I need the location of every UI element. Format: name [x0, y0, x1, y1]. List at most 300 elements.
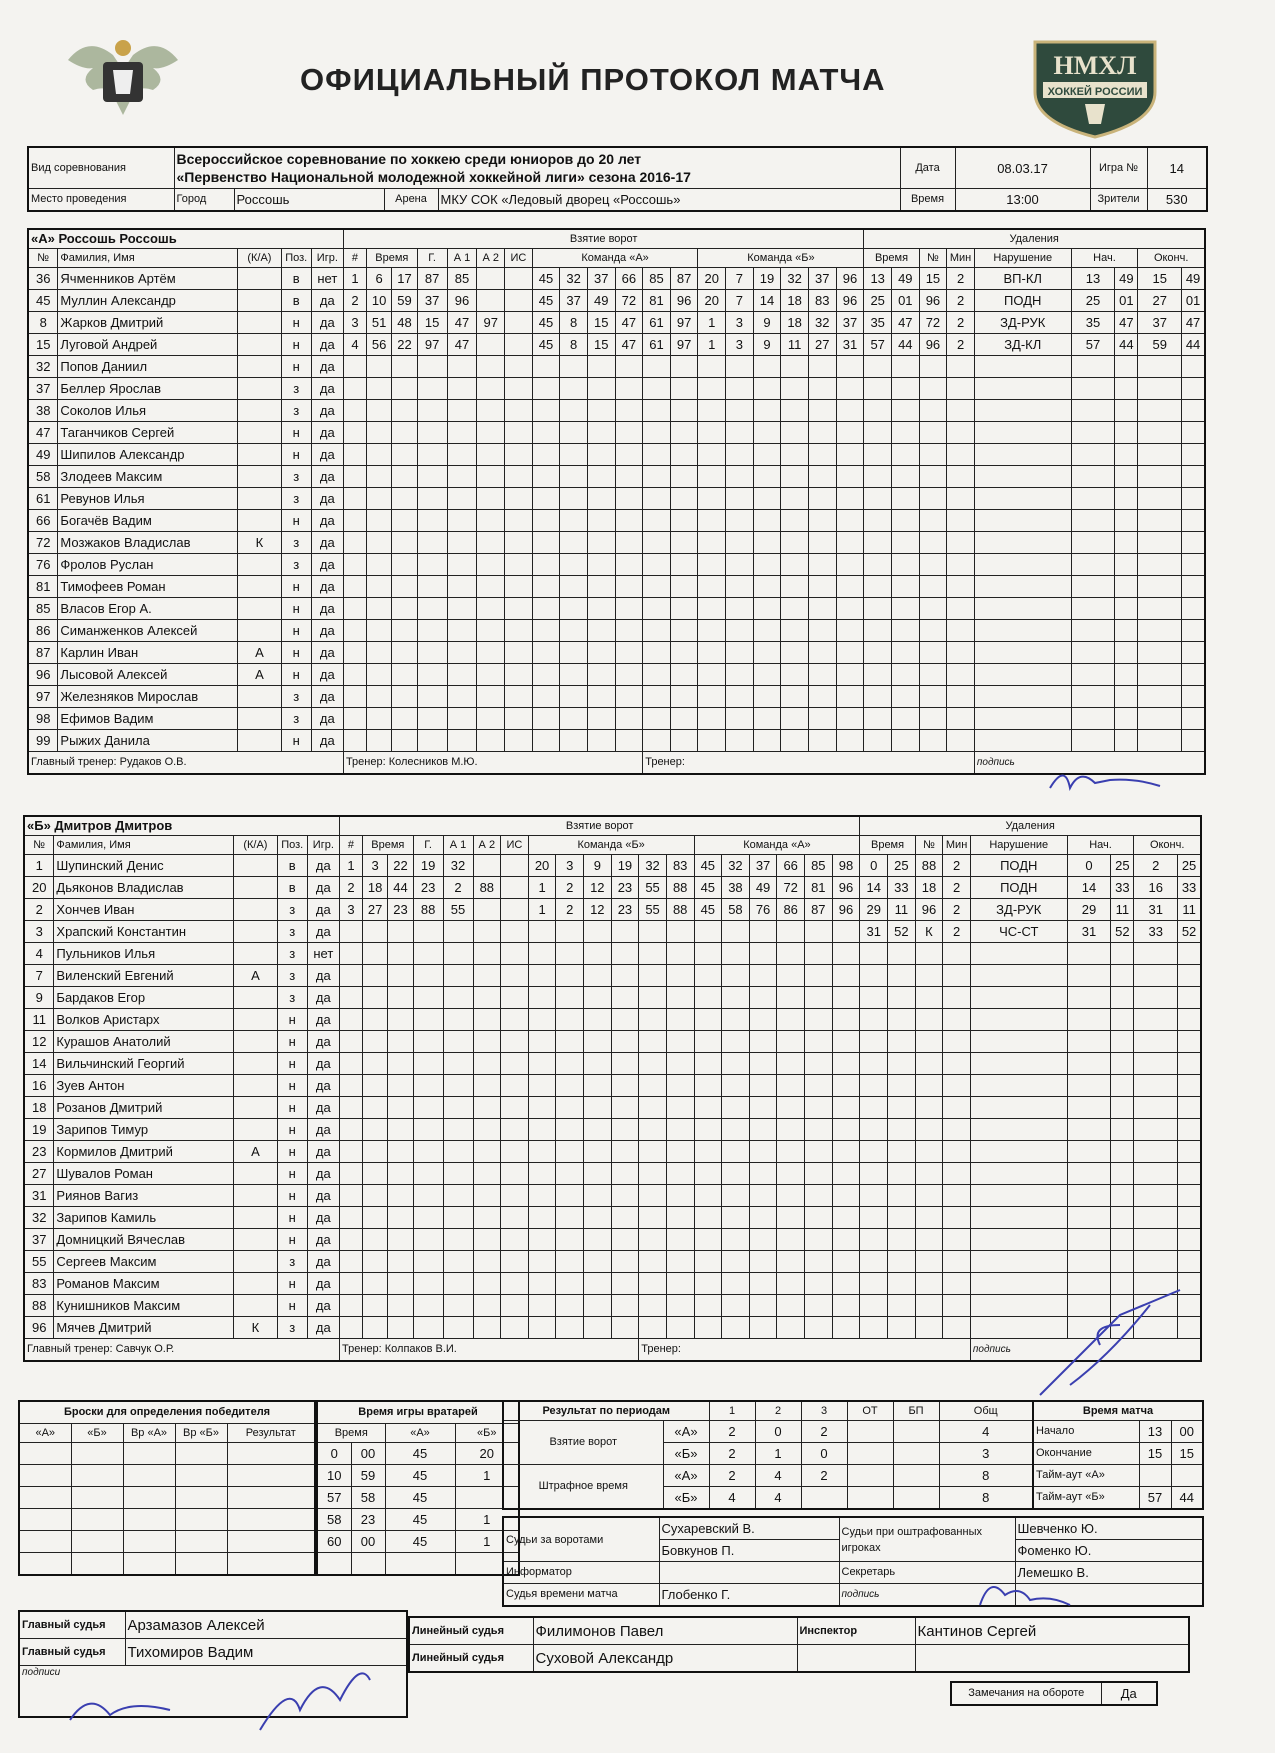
player-number: 14: [24, 1053, 54, 1075]
column-header: А 2: [477, 249, 505, 268]
empty-cell: [611, 1273, 639, 1295]
empty-cell: [1115, 378, 1138, 400]
empty-cell: [392, 708, 417, 730]
empty-cell: [556, 1163, 584, 1185]
empty-cell: [722, 1317, 750, 1339]
competition-info-table: [27, 146, 1208, 212]
player-role: [234, 1295, 278, 1317]
on-ice-own: 2: [556, 899, 584, 921]
empty-cell: [943, 1229, 971, 1251]
player-name: Шипилов Александр: [58, 444, 238, 466]
on-ice-own: 88: [666, 899, 694, 921]
head-coach: Главный тренер: Рудаков О.В.: [28, 752, 343, 775]
empty-cell: [805, 1229, 833, 1251]
start-label: Начало: [1033, 1421, 1139, 1443]
empty-cell: [639, 1031, 667, 1053]
player-position: н: [281, 422, 311, 444]
empty-cell: [670, 664, 698, 686]
empty-cell: [970, 1207, 1067, 1229]
player-position: н: [281, 730, 311, 752]
empty-cell: [1182, 708, 1205, 730]
empty-cell: [860, 1097, 888, 1119]
empty-cell: [1134, 1119, 1178, 1141]
empty-cell: [556, 1141, 584, 1163]
empty-cell: [587, 356, 615, 378]
empty-cell: [974, 488, 1071, 510]
empty-cell: [587, 510, 615, 532]
empty-cell: [443, 1097, 473, 1119]
empty-cell: [388, 965, 413, 987]
empty-cell: [864, 598, 892, 620]
empty-cell: [339, 1119, 362, 1141]
empty-cell: [805, 1009, 833, 1031]
empty-cell: [888, 1009, 916, 1031]
player-role: [234, 1273, 278, 1295]
empty-cell: [670, 598, 698, 620]
team_a-title: «А» Россошь Россошь: [28, 229, 343, 249]
period-value: [893, 1443, 939, 1465]
empty-cell: [805, 1141, 833, 1163]
player-number: 96: [24, 1317, 54, 1339]
empty-cell: [1178, 1185, 1201, 1207]
empty-cell: [836, 730, 864, 752]
empty-cell: [1138, 532, 1182, 554]
empty-cell: [1067, 1207, 1111, 1229]
empty-cell: [611, 1163, 639, 1185]
empty-cell: [366, 466, 391, 488]
on-ice-own: 20: [528, 855, 556, 877]
player-role: [238, 598, 282, 620]
empty-cell: [343, 708, 366, 730]
empty-cell: [505, 620, 533, 642]
penalty-start-s: 44: [1115, 334, 1138, 356]
player-name: Ефимов Вадим: [58, 708, 238, 730]
column-header: Мин: [943, 836, 971, 855]
empty-cell: [1111, 1185, 1134, 1207]
empty-cell: [413, 1163, 443, 1185]
column-header: Фамилия, Имя: [58, 249, 238, 268]
empty-cell: [584, 1251, 612, 1273]
empty-cell: [1182, 598, 1205, 620]
penalty-start-m: 29: [1067, 899, 1111, 921]
empty-cell: [584, 1229, 612, 1251]
empty-cell: [698, 466, 726, 488]
player-row: [24, 1273, 1201, 1295]
period-value: 2: [709, 1443, 755, 1465]
penalty-violation: ПОДН: [970, 877, 1067, 899]
player-role: [238, 510, 282, 532]
empty-cell: [611, 921, 639, 943]
empty-cell: [805, 987, 833, 1009]
empty-cell: [388, 1119, 413, 1141]
empty-cell: [388, 1009, 413, 1031]
empty-cell: [643, 444, 671, 466]
empty-cell: [1111, 1097, 1134, 1119]
empty-cell: [694, 1141, 722, 1163]
empty-cell: [915, 1053, 943, 1075]
empty-cell: [505, 598, 533, 620]
player-name: Кунишников Максим: [54, 1295, 234, 1317]
referee-1: Арзамазов Алексей: [125, 1611, 407, 1639]
empty-cell: [1111, 1229, 1134, 1251]
empty-cell: [888, 1317, 916, 1339]
empty-cell: [343, 444, 366, 466]
coach: Тренер: Колпаков В.И.: [339, 1339, 638, 1362]
column-header: ИС: [501, 836, 529, 855]
empty-cell: [501, 921, 529, 943]
empty-cell: [864, 730, 892, 752]
empty-cell: [1138, 444, 1182, 466]
player-name: Рыжих Данила: [58, 730, 238, 752]
empty-cell: [505, 532, 533, 554]
empty-cell: [392, 686, 417, 708]
empty-cell: [666, 1163, 694, 1185]
empty-cell: [366, 400, 391, 422]
start-m: 00: [1171, 1421, 1203, 1443]
empty-cell: [560, 532, 588, 554]
empty-cell: [363, 1185, 388, 1207]
empty-cell: [1115, 576, 1138, 598]
empty-cell: [919, 444, 947, 466]
player-name: Зарипов Камиль: [54, 1207, 234, 1229]
empty-cell: [443, 943, 473, 965]
goal-is: [505, 290, 533, 312]
empty-cell: [473, 987, 501, 1009]
penalty-end-s: 25: [1178, 855, 1201, 877]
empty-cell: [587, 444, 615, 466]
player-position: з: [281, 488, 311, 510]
empty-cell: [1182, 730, 1205, 752]
goal-second: 17: [392, 268, 417, 290]
empty-cell: [670, 400, 698, 422]
empty-cell: [501, 1163, 529, 1185]
player-name: Попов Даниил: [58, 356, 238, 378]
empty-cell: [694, 1273, 722, 1295]
team-mark: «Б»: [663, 1487, 709, 1510]
player-row: [28, 268, 1205, 290]
match-date: 08.03.17: [955, 147, 1090, 189]
empty-cell: [560, 730, 588, 752]
player-name: Домницкий Вячеслав: [54, 1229, 234, 1251]
penalty-minute: 14: [860, 877, 888, 899]
empty-cell: [1138, 730, 1182, 752]
period-value: 4: [939, 1421, 1033, 1443]
empty-cell: [611, 943, 639, 965]
empty-cell: [1115, 620, 1138, 642]
empty-cell: [781, 664, 809, 686]
empty-cell: [501, 943, 529, 965]
empty-cell: [970, 1009, 1067, 1031]
empty-cell: [666, 943, 694, 965]
player-position: з: [277, 899, 307, 921]
empty-cell: [363, 1075, 388, 1097]
empty-cell: [726, 686, 754, 708]
empty-cell: [339, 1031, 362, 1053]
coach-2: Тренер:: [639, 1339, 971, 1362]
referee-label: Главный судья: [19, 1639, 125, 1666]
end-label: Окончание: [1033, 1443, 1139, 1465]
empty-cell: [611, 1207, 639, 1229]
empty-cell: [611, 1075, 639, 1097]
empty-cell: [363, 1141, 388, 1163]
on-ice-opp: 86: [777, 899, 805, 921]
player-position: н: [281, 312, 311, 334]
on-ice-opp: 76: [749, 899, 777, 921]
on-ice-opp: 1: [698, 334, 726, 356]
signature-label: подпись: [970, 1339, 1201, 1362]
on-ice-own: 3: [556, 855, 584, 877]
empty-cell: [477, 642, 505, 664]
empty-cell: [343, 730, 366, 752]
empty-cell: [781, 708, 809, 730]
empty-cell: [473, 1075, 501, 1097]
period-value: [847, 1487, 893, 1510]
on-ice-opp: 38: [722, 877, 750, 899]
goalie-second: 00: [351, 1443, 385, 1465]
empty-cell: [805, 921, 833, 943]
empty-cell: [443, 1229, 473, 1251]
empty-cell: [1067, 1119, 1111, 1141]
empty-cell: [615, 642, 643, 664]
player-name: Дьяконов Владислав: [54, 877, 234, 899]
empty-cell: [643, 708, 671, 730]
empty-cell: [698, 400, 726, 422]
on-ice-own: 61: [643, 334, 671, 356]
empty-cell: [805, 1251, 833, 1273]
empty-cell: [584, 965, 612, 987]
penalty-min: 2: [947, 290, 975, 312]
empty-cell: [392, 664, 417, 686]
empty-cell: [528, 965, 556, 987]
player-name: Власов Егор А.: [58, 598, 238, 620]
player-name: Лысовой Алексей: [58, 664, 238, 686]
empty-cell: [584, 1163, 612, 1185]
empty-cell: [919, 554, 947, 576]
empty-cell: [639, 1097, 667, 1119]
goalie-row: [317, 1443, 519, 1465]
empty-cell: [892, 554, 920, 576]
penalty-start-m: 57: [1071, 334, 1115, 356]
empty-cell: [753, 620, 781, 642]
empty-cell: [443, 1295, 473, 1317]
empty-cell: [556, 1185, 584, 1207]
on-ice-opp: 37: [808, 268, 836, 290]
empty-cell: [639, 943, 667, 965]
empty-cell: [611, 1251, 639, 1273]
empty-cell: [501, 1009, 529, 1031]
empty-cell: [639, 1229, 667, 1251]
column-header: Оконч.: [1138, 249, 1205, 268]
empty-cell: [556, 1053, 584, 1075]
empty-cell: [363, 1317, 388, 1339]
empty-cell: [892, 444, 920, 466]
empty-cell: [970, 1097, 1067, 1119]
empty-cell: [888, 1229, 916, 1251]
empty-cell: [413, 1097, 443, 1119]
empty-cell: [832, 1273, 860, 1295]
empty-cell: [392, 554, 417, 576]
empty-cell: [477, 686, 505, 708]
on-ice-opp: 20: [698, 268, 726, 290]
period-value: 8: [939, 1487, 1033, 1510]
empty-cell: [587, 378, 615, 400]
empty-cell: [339, 921, 362, 943]
player-row: [28, 554, 1205, 576]
empty-cell: [808, 576, 836, 598]
empty-cell: [974, 422, 1071, 444]
empty-cell: [864, 422, 892, 444]
empty-cell: [417, 488, 447, 510]
empty-cell: [698, 642, 726, 664]
empty-cell: [477, 466, 505, 488]
player-role: [234, 1009, 278, 1031]
empty-cell: [1071, 444, 1115, 466]
player-role: [238, 356, 282, 378]
player-played: да: [307, 877, 339, 899]
empty-cell: [698, 444, 726, 466]
empty-cell: [363, 921, 388, 943]
empty-cell: [943, 1273, 971, 1295]
empty-cell: [1115, 466, 1138, 488]
column-header: (К/А): [234, 836, 278, 855]
empty-cell: [443, 1031, 473, 1053]
goal-is: [505, 268, 533, 290]
empty-cell: [726, 576, 754, 598]
player-row: [28, 730, 1205, 752]
empty-cell: [836, 532, 864, 554]
player-name: Таганчиков Сергей: [58, 422, 238, 444]
empty-cell: [753, 510, 781, 532]
empty-cell: [749, 965, 777, 987]
empty-cell: [805, 1053, 833, 1075]
empty-cell: [532, 444, 560, 466]
empty-cell: [556, 1229, 584, 1251]
player-name: Виленский Евгений: [54, 965, 234, 987]
empty-cell: [447, 620, 477, 642]
on-ice-own: 97: [670, 334, 698, 356]
empty-cell: [943, 1317, 971, 1339]
on-ice-opp: 45: [694, 855, 722, 877]
empty-cell: [777, 1207, 805, 1229]
empty-cell: [611, 965, 639, 987]
player-row: [24, 1229, 1201, 1251]
empty-cell: [1067, 1097, 1111, 1119]
empty-cell: [947, 708, 975, 730]
goal-minute: 51: [366, 312, 391, 334]
match-time-title: Время матча: [1033, 1401, 1203, 1421]
on-ice-opp: 81: [805, 877, 833, 899]
empty-cell: [366, 444, 391, 466]
empty-cell: [947, 356, 975, 378]
empty-cell: [919, 488, 947, 510]
empty-cell: [363, 1229, 388, 1251]
empty-cell: [392, 598, 417, 620]
player-position: в: [277, 855, 307, 877]
referee-label: Главный судья: [19, 1611, 125, 1639]
signature-label: подпись: [974, 752, 1205, 775]
empty-cell: [1115, 554, 1138, 576]
goal-second: 48: [392, 312, 417, 334]
empty-cell: [339, 1229, 362, 1251]
player-row: [24, 877, 1201, 899]
empty-cell: [343, 422, 366, 444]
player-role: [238, 620, 282, 642]
empty-cell: [1182, 400, 1205, 422]
empty-cell: [443, 1185, 473, 1207]
empty-cell: [1071, 400, 1115, 422]
empty-cell: [1134, 965, 1178, 987]
empty-cell: [343, 510, 366, 532]
penalty-violation: ЗД-КЛ: [974, 334, 1071, 356]
empty-cell: [860, 1163, 888, 1185]
goal-number: 1: [343, 268, 366, 290]
empty-cell: [836, 686, 864, 708]
empty-cell: [777, 987, 805, 1009]
empty-cell: [392, 642, 417, 664]
penalty-second: 25: [888, 855, 916, 877]
empty-cell: [698, 554, 726, 576]
empty-cell: [587, 620, 615, 642]
label-time: Время: [900, 189, 955, 212]
penalties-header: Удаления: [864, 229, 1205, 249]
empty-cell: [413, 943, 443, 965]
empty-cell: [694, 1053, 722, 1075]
empty-cell: [615, 532, 643, 554]
player-name: Мозжаков Владислав: [58, 532, 238, 554]
empty-cell: [836, 642, 864, 664]
empty-cell: [1067, 943, 1111, 965]
on-ice-opp: 96: [832, 899, 860, 921]
column-header: #: [339, 836, 362, 855]
goal-second: 22: [392, 334, 417, 356]
empty-cell: [805, 1295, 833, 1317]
player-name: Романов Максим: [54, 1273, 234, 1295]
team-a-section: [27, 228, 1206, 775]
empty-cell: [1071, 510, 1115, 532]
empty-cell: [777, 1053, 805, 1075]
empty-cell: [528, 1207, 556, 1229]
player-played: да: [311, 708, 343, 730]
player-row: [24, 1031, 1201, 1053]
empty-cell: [943, 1119, 971, 1141]
empty-cell: [666, 1273, 694, 1295]
on-ice-opp: 85: [805, 855, 833, 877]
empty-cell: [753, 576, 781, 598]
penalty-start-m: 0: [1067, 855, 1111, 877]
goal-a1: 47: [447, 334, 477, 356]
remarks-table: [950, 1681, 1158, 1706]
player-position: н: [277, 1053, 307, 1075]
empty-cell: [666, 1295, 694, 1317]
empty-cell: [808, 554, 836, 576]
empty-cell: [639, 1053, 667, 1075]
player-number: 47: [28, 422, 58, 444]
empty-cell: [388, 1273, 413, 1295]
period-value: [893, 1421, 939, 1443]
empty-cell: [1138, 356, 1182, 378]
on-ice-own: 72: [615, 290, 643, 312]
empty-cell: [388, 1163, 413, 1185]
empty-cell: [781, 488, 809, 510]
city: Россошь: [234, 189, 384, 212]
empty-cell: [832, 1163, 860, 1185]
empty-cell: [1071, 488, 1115, 510]
empty-cell: [417, 620, 447, 642]
player-row: [28, 686, 1205, 708]
empty-cell: [1115, 422, 1138, 444]
empty-cell: [864, 642, 892, 664]
empty-cell: [974, 708, 1071, 730]
